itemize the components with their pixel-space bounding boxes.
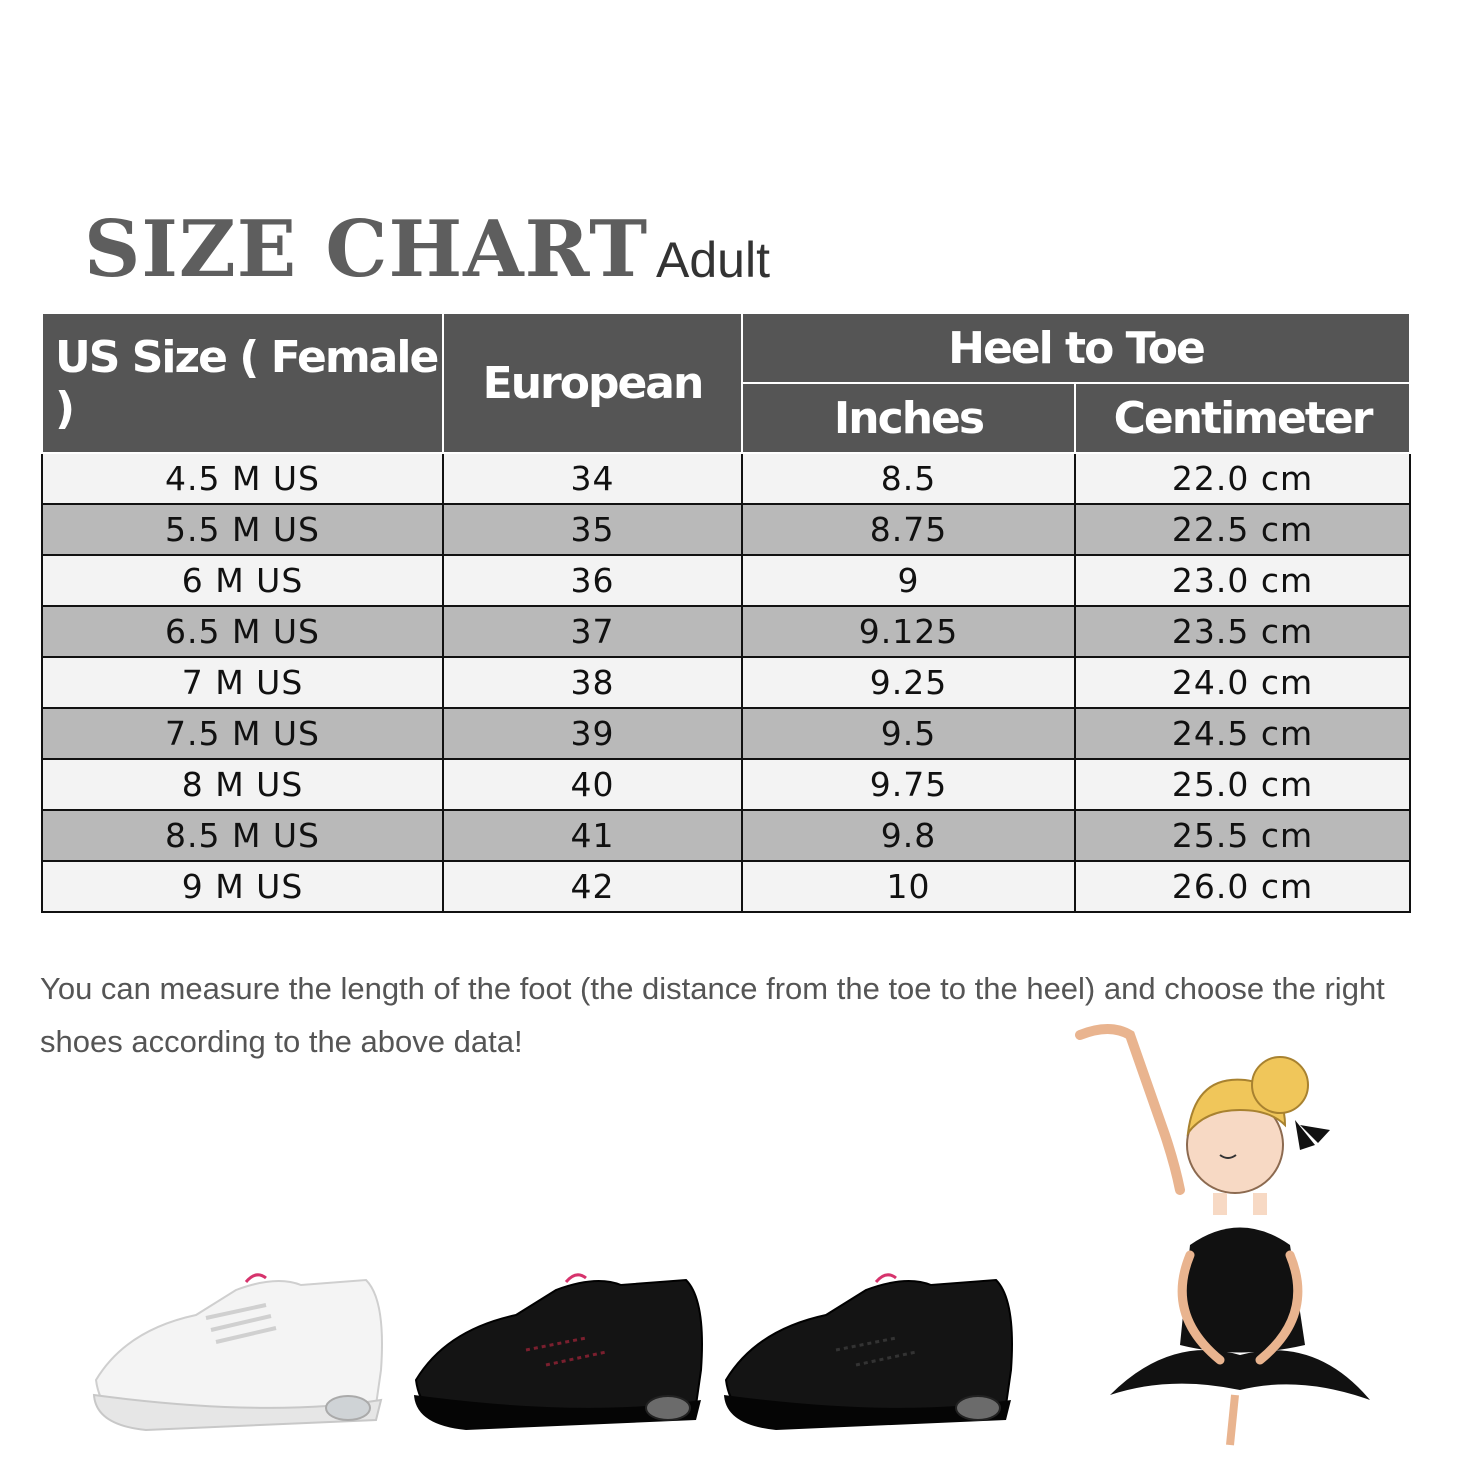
cell-centimeter: 24.5 cm (1075, 708, 1410, 759)
cell-european: 35 (443, 504, 742, 555)
table-row (42, 504, 1410, 555)
table-row (42, 861, 1410, 912)
cell-european: 41 (443, 810, 742, 861)
cell-us-size: 8 M US (42, 759, 443, 810)
cell-us-size: 5.5 M US (42, 504, 443, 555)
table-row (42, 555, 1410, 606)
table-header-row (42, 313, 1410, 383)
cell-inches: 9.25 (742, 657, 1075, 708)
size-table (41, 312, 1411, 913)
cell-us-size: 6 M US (42, 555, 443, 606)
cell-us-size: 8.5 M US (42, 810, 443, 861)
cell-us-size: 9 M US (42, 861, 443, 912)
cell-inches: 9 (742, 555, 1075, 606)
cell-centimeter: 26.0 cm (1075, 861, 1410, 912)
cell-centimeter: 23.5 cm (1075, 606, 1410, 657)
cell-inches: 9.75 (742, 759, 1075, 810)
cell-inches: 9.5 (742, 708, 1075, 759)
header-inches: Inches (742, 383, 1075, 453)
cell-european: 38 (443, 657, 742, 708)
size-chart-subtitle: Adult (656, 232, 770, 288)
cell-inches: 9.8 (742, 810, 1075, 861)
header-centimeter: Centimeter (1075, 383, 1410, 453)
cell-inches: 10 (742, 861, 1075, 912)
cell-european: 37 (443, 606, 742, 657)
table-row (42, 810, 1410, 861)
table-row (42, 453, 1410, 504)
cell-european: 36 (443, 555, 742, 606)
black-sneaker-image (406, 1260, 706, 1440)
ballerina-illustration (1070, 1015, 1390, 1455)
cell-centimeter: 22.0 cm (1075, 453, 1410, 504)
cell-us-size: 7 M US (42, 657, 443, 708)
table-row (42, 708, 1410, 759)
table-row (42, 759, 1410, 810)
cell-centimeter: 23.0 cm (1075, 555, 1410, 606)
cell-us-size: 7.5 M US (42, 708, 443, 759)
cell-european: 39 (443, 708, 742, 759)
product-images (80, 1260, 1040, 1440)
cell-us-size: 4.5 M US (42, 453, 443, 504)
cell-european: 34 (443, 453, 742, 504)
header-us-size: US Size ( Female ) (42, 313, 443, 453)
cell-centimeter: 22.5 cm (1075, 504, 1410, 555)
header-european: European (443, 313, 742, 453)
table-body (42, 453, 1410, 912)
header-heel-to-toe: Heel to Toe (742, 313, 1410, 383)
cell-european: 42 (443, 861, 742, 912)
cell-centimeter: 24.0 cm (1075, 657, 1410, 708)
cell-inches: 8.75 (742, 504, 1075, 555)
cell-centimeter: 25.0 cm (1075, 759, 1410, 810)
white-sneaker-image (86, 1260, 386, 1440)
cell-us-size: 6.5 M US (42, 606, 443, 657)
cell-inches: 9.125 (742, 606, 1075, 657)
measurement-note: You can measure the length of the foot (the distance from the toe to the heel) and choose the right shoes according to the above data! (40, 971, 1385, 1059)
table-row (42, 657, 1410, 708)
black-sneaker-image (716, 1260, 1016, 1440)
cell-inches: 8.5 (742, 453, 1075, 504)
size-chart-title: SIZE CHART (84, 204, 649, 295)
table-row (42, 606, 1410, 657)
cell-european: 40 (443, 759, 742, 810)
cell-centimeter: 25.5 cm (1075, 810, 1410, 861)
